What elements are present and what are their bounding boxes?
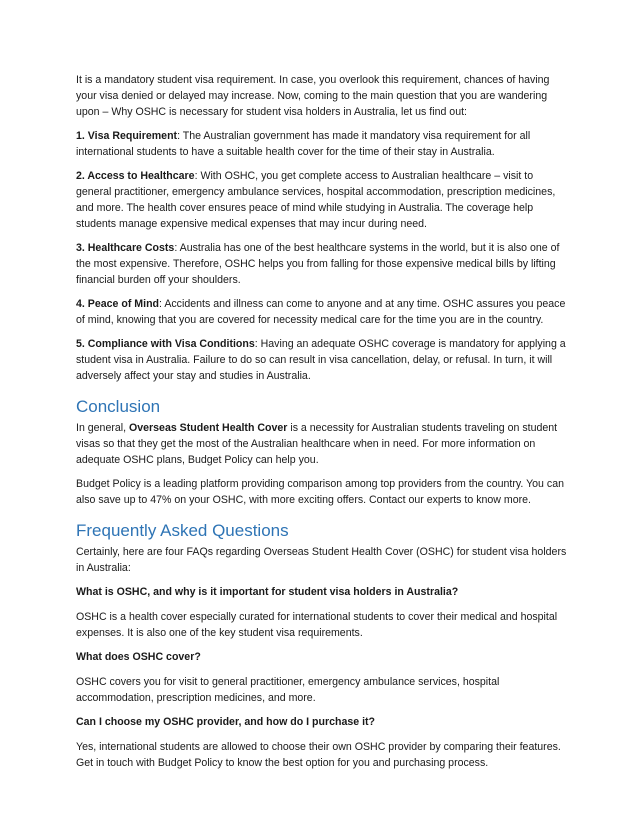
point-access-to-healthcare	[76, 168, 568, 232]
point-title: 3. Healthcare Costs	[76, 242, 175, 254]
conclusion-paragraph-2: Budget Policy is a leading platform providing comparison among top providers from the country. You can also save up to 47% on your OSHC, with more exciting offers. Contact our experts to know more.	[76, 478, 564, 506]
faq-answer: OSHC covers you for visit to general practitioner, emergency ambulance services, hospital accommodation, prescription medicines, and more.	[76, 676, 500, 704]
conclusion-text-after: is a necessity for Australian students traveling on student visas so that they get the most of the Australian healthcare when in need. For more information on adequate OSHC plans, Budget Policy can help you.	[76, 422, 558, 466]
faq-heading: Frequently Asked Questions	[76, 521, 289, 540]
point-peace-of-mind	[76, 296, 568, 328]
conclusion-bold-term: Overseas Student Health Cover	[129, 422, 288, 434]
faq-answer: Yes, international students are allowed to choose their own OSHC provider by comparing their features. Get in touch with Budget Policy to know the best option for you and purchasing process.	[76, 741, 561, 769]
faq-question: What does OSHC cover?	[76, 651, 201, 663]
point-text: : Having an adequate OSHC coverage is mandatory for applying a student visa in Australia. Failure to do so can result in visa cancellation, delay, or refusal. In turn, it will adversely affect your stay and studies in Australia.	[76, 338, 566, 382]
point-healthcare-costs	[76, 240, 568, 288]
intro-paragraph: It is a mandatory student visa requirement. In case, you overlook this requirement, chances of having your visa denied or delayed may increase. Now, coming to the main question that you are wandering upon – Why OSHC is necessary for student visa holders in Australia, let us find out:	[76, 74, 550, 118]
point-text: : Australia has one of the best healthcare systems in the world, but it is also one of the most expensive. Therefore, OSHC helps you from falling for those expensive medical bills by lifting financial burden off your shoulders.	[76, 242, 560, 286]
point-visa-requirement	[76, 128, 568, 160]
point-text: : With OSHC, you get complete access to Australian healthcare – visit to general practitioner, emergency ambulance services, hospital accommodation, prescription medicines, and more. The health cover ensures peace of mind while studying in Australia. The coverage help students manage expensive medical expenses that may incur during need.	[76, 170, 556, 230]
conclusion-paragraph-1	[76, 420, 568, 468]
point-compliance-visa-conditions	[76, 336, 568, 384]
point-text: : The Australian government has made it mandatory visa requirement for all international students to have a suitable health cover for the time of their stay in Australia.	[76, 130, 531, 158]
point-title: 5. Compliance with Visa Conditions	[76, 338, 255, 350]
conclusion-heading: Conclusion	[76, 397, 161, 416]
point-title: 1. Visa Requirement	[76, 130, 178, 142]
faq-question: Can I choose my OSHC provider, and how do I purchase it?	[76, 716, 376, 728]
faq-question: What is OSHC, and why is it important for student visa holders in Australia?	[76, 586, 459, 598]
point-title: 4. Peace of Mind	[76, 298, 160, 310]
point-title: 2. Access to Healthcare	[76, 170, 195, 182]
faq-answer: OSHC is a health cover especially curated for international students to cover their medical and hospital expenses. It is also one of the key student visa requirements.	[76, 611, 558, 639]
faq-intro: Certainly, here are four FAQs regarding Overseas Student Health Cover (OSHC) for student visa holders in Australia:	[76, 546, 567, 574]
conclusion-text-before: In general,	[76, 422, 130, 434]
point-text: : Accidents and illness can come to anyone and at any time. OSHC assures you peace of mind, knowing that you are covered for necessity medical care for the time you are in the country.	[76, 298, 566, 326]
